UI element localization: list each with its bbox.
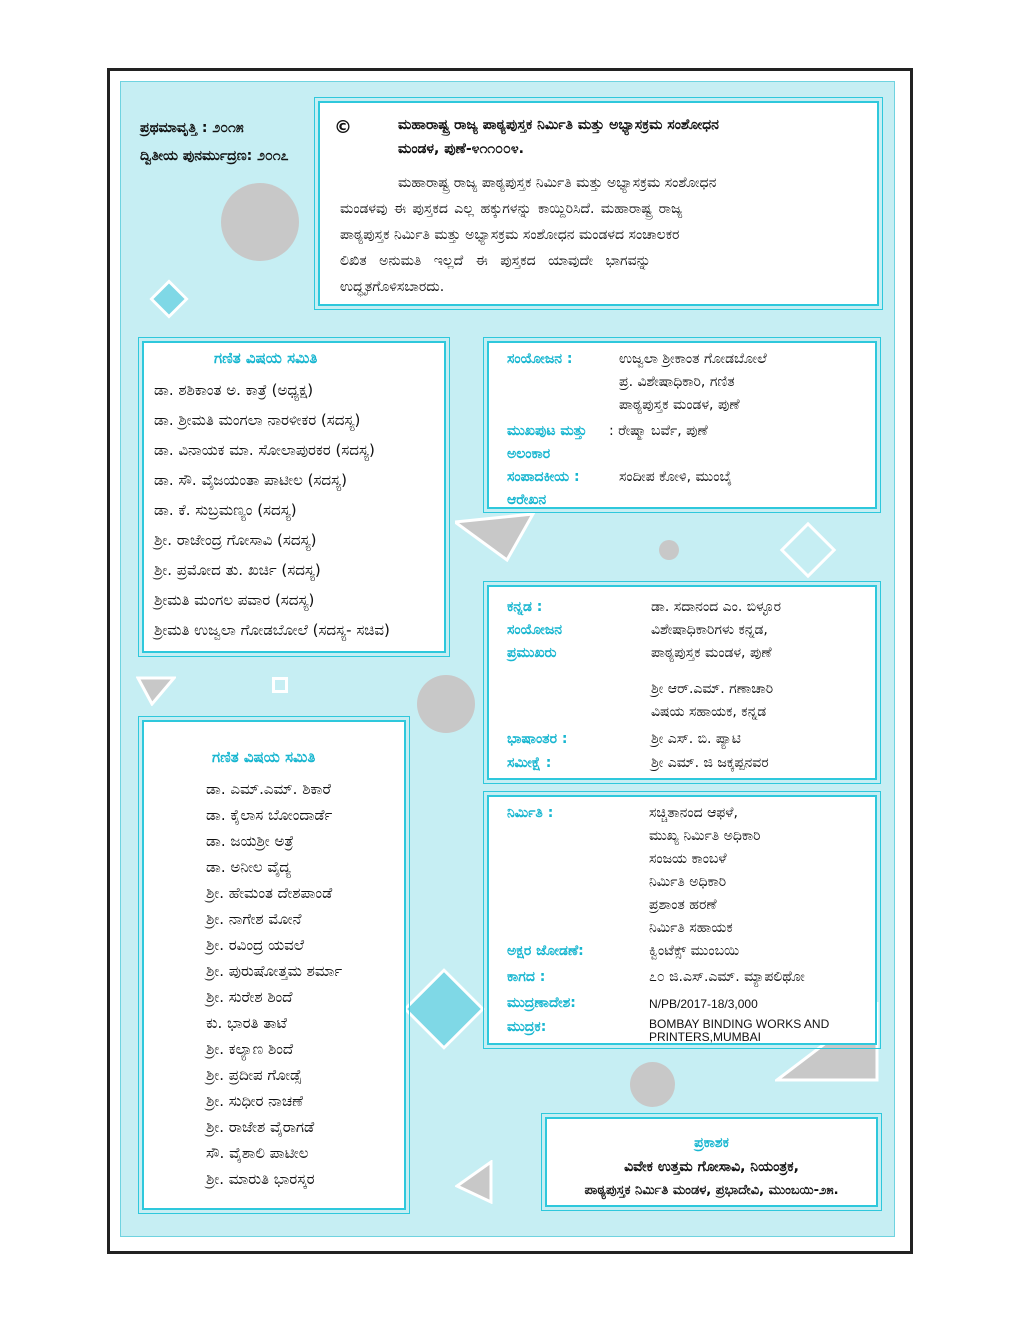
- copyright-body-line5: ಉದ್ಧೃತಗೊಳಿಸಬಾರದು.: [340, 279, 445, 295]
- review-value: ಶ್ರೀ ಎಮ್. ಜಿ ಜಕ್ಕಪ್ಪನವರ: [651, 755, 769, 771]
- decor-triangle-4: [455, 1160, 495, 1204]
- nirmiti-line: ಪ್ರಶಾಂತ ಹರಣೆ: [649, 897, 717, 913]
- decor-circle-4: [630, 1062, 675, 1107]
- committee1-member: ಡಾ. ವಿನಾಯಕ ಮಾ. ಸೋಲಾಪುರಕರ (ಸದಸ್ಯ): [154, 441, 375, 459]
- committee1-member: ಶ್ರೀಮತಿ ಮಂಗಲ ಪವಾರ (ಸದಸ್ಯ): [154, 591, 315, 609]
- committee1-member: ಡಾ. ಶ್ರೀಮತಿ ಮಂಗಲಾ ನಾರಳೀಕರ (ಸದಸ್ಯ): [154, 411, 361, 429]
- review-label: ಸಮೀಕ್ಷೆ :: [507, 755, 552, 771]
- translation-label: ಭಾಷಾಂತರ :: [507, 731, 568, 747]
- cover-label2: ಅಲಂಕಾರ: [507, 446, 551, 462]
- committee2-member: ಶ್ರೀ. ಸುರೇಶ ಶಿಂದೆ: [206, 988, 293, 1006]
- editor-value: ಸಂದೀಪ ಕೋಳಿ, ಮುಂಬೈ: [619, 469, 732, 485]
- production-box: [487, 795, 877, 1045]
- printer-line2: PRINTERS,MUMBAI: [649, 1030, 762, 1044]
- copyright-box: [318, 101, 879, 306]
- committee2-member: ಕು. ಭಾರತಿ ತಾಟೆ: [206, 1014, 287, 1032]
- coordinator-label: ಸಂಯೋಜನ :: [507, 351, 573, 367]
- coordination-box: [487, 341, 877, 509]
- committee2-member: ಸೌ. ವೈಶಾಲಿ ಪಾಟೀಲ: [206, 1144, 309, 1162]
- decor-square-3: [272, 677, 288, 693]
- decor-circle-1: [221, 183, 299, 261]
- decor-triangle-1: [455, 512, 535, 562]
- publisher-label: ಪ್ರಕಾಶಕ: [694, 1135, 729, 1151]
- committee2-member: ಶ್ರೀ. ನಾಗೇಶ ಮೋನೆ: [206, 910, 302, 928]
- copyright-holder-line2: ಮಂಡಳ, ಪುಣೆ-೪೧೧೦೦೪.: [398, 141, 524, 157]
- paper-label: ಕಾಗದ :: [507, 969, 546, 985]
- kannada-assistant-line: ಶ್ರೀ ಆರ್.ಎಮ್. ಗಣಾಚಾರಿ: [651, 681, 774, 697]
- committee2-member: ಶ್ರೀ. ಕಲ್ಯಾಣ ಶಿಂದೆ: [206, 1040, 294, 1058]
- printer-label: ಮುದ್ರಕ:: [507, 1019, 547, 1035]
- paper-value: ೭೦ ಜಿ.ಎಸ್.ಎಮ್. ಮ್ಯಾಪಲಿಥೋ: [649, 969, 805, 985]
- copyright-body-line1: ಮಹಾರಾಷ್ಟ್ರ ರಾಜ್ಯ ಪಾಠ್ಯಪುಸ್ತಕ ನಿರ್ಮಿತಿ ಮತ್ತು ಅಭ್ಯಾಸಕ್ರಮ ಸಂಶೋಧನ: [398, 175, 717, 191]
- decor-circle-2: [417, 675, 475, 733]
- editor-label1: ಸಂಪಾದಕೀಯ :: [507, 469, 580, 485]
- kannada-coord-line: ಡಾ. ಸದಾನಂದ ಎಂ. ಬಿಳ್ಳೂರ: [651, 599, 781, 615]
- second-reprint: ದ್ವಿತೀಯ ಪುನರ್ಮುದ್ರಣ: ೨೦೧೭: [140, 148, 289, 164]
- committee2-member: ಡಾ. ಜಯಶ್ರೀ ಅತ್ರೆ: [206, 832, 294, 850]
- committee1-member: ಡಾ. ಶಶಿಕಾಂತ ಅ. ಕಾತ್ರೆ (ಅಧ್ಯಕ್ಷ): [154, 381, 314, 399]
- committee2-member: ಶ್ರೀ. ಪ್ರದೀಪ ಗೋಡ್ಸೆ: [206, 1066, 302, 1084]
- nirmiti-line: ಮುಖ್ಯ ನಿರ್ಮಿತಿ ಅಧಿಕಾರಿ: [649, 828, 761, 844]
- committee2-member: ಶ್ರೀ. ಪುರುಷೋತ್ತಮ ಶರ್ಮಾ: [206, 962, 343, 980]
- committee1-member: ಶ್ರೀ. ಪ್ರಮೋದ ತು. ಖರ್ಚಿ (ಸದಸ್ಯ): [154, 561, 321, 579]
- kannada-assistant-line: ವಿಷಯ ಸಹಾಯಕ, ಕನ್ನಡ: [651, 704, 767, 720]
- kannada-coord-line: ಪಾಠ್ಯಪುಸ್ತಕ ಮಂಡಳ, ಪುಣೆ: [651, 645, 772, 661]
- first-edition: ಪ್ರಥಮಾವೃತ್ತಿ : ೨೦೧೫: [140, 120, 244, 136]
- coordinator-line: ಪ್ರ. ವಿಶೇಷಾಧಿಕಾರಿ, ಗಣಿತ: [619, 374, 735, 390]
- editor-label2: ಆರೇಖನ: [507, 492, 547, 508]
- committee2-member: ಶ್ರೀ. ಮಾರುತಿ ಭಾರಸ್ಕರ: [206, 1170, 315, 1188]
- committee2-member: ಡಾ. ಕೈಲಾಸ ಬೋಂದಾರ್ಡೆ: [206, 806, 333, 824]
- committee1-box: [142, 341, 446, 653]
- decor-triangle-2: [136, 676, 176, 706]
- typesetting-label: ಅಕ್ಷರ ಜೋಡಣೆ:: [507, 943, 584, 959]
- printer-line1: BOMBAY BINDING WORKS AND: [649, 1017, 830, 1031]
- committee1-member: ಶ್ರೀಮತಿ ಉಜ್ವಲಾ ಗೋಡಬೋಲೆ (ಸದಸ್ಯ- ಸಚಿವ): [154, 621, 390, 639]
- cover-value: : ರೇಷ್ಮಾ ಬರ್ವೆ, ಪುಣೆ: [609, 423, 708, 439]
- committee2-member: ಶ್ರೀ. ಹೇಮಂತ ದೇಶಪಾಂಡೆ: [206, 884, 333, 902]
- coordinator-line: ಉಜ್ವಲಾ ಶ್ರೀಕಾಂತ ಗೋಡಬೋಲೆ: [619, 351, 767, 367]
- print-order-value: N/PB/2017-18/3,000: [649, 997, 758, 1011]
- nirmiti-line: ಸಂಜಯ ಕಾಂಬಳೆ: [649, 851, 727, 867]
- nirmiti-line: ನಿರ್ಮಿತಿ ಅಧಿಕಾರಿ: [649, 874, 727, 890]
- cover-label1: ಮುಖಪುಟ ಮತ್ತು: [507, 423, 587, 439]
- committee2-member: ಶ್ರೀ. ರವಿಂದ್ರ ಯವಲೆ: [206, 936, 305, 954]
- typesetting-value: ಕ್ವಿಂಟೆಕ್ಸ್ ಮುಂಬಯಿ: [649, 943, 740, 959]
- kannada-box: [487, 585, 877, 780]
- copyright-symbol: ©: [334, 117, 352, 138]
- committee2-member: ಡಾ. ಅನೀಲ ವೈದ್ಯ: [206, 858, 291, 876]
- print-order-label: ಮುದ್ರಣಾದೇಶ:: [507, 995, 576, 1011]
- committee2-title: ಗಣಿತ ವಿಷಯ ಸಮಿತಿ: [212, 748, 316, 766]
- publisher-line2: ಪಾಠ್ಯಪುಸ್ತಕ ನಿರ್ಮಿತಿ ಮಂಡಳ, ಪ್ರಭಾದೇವಿ, ಮುಂಬಯಿ-೨೫.: [584, 1183, 839, 1198]
- kannada-label3: ಪ್ರಮುಖರು: [507, 645, 557, 661]
- nirmiti-label: ನಿರ್ಮಿತಿ :: [507, 805, 554, 821]
- decor-circle-3: [659, 540, 679, 560]
- kannada-label2: ಸಂಯೋಜನ: [507, 622, 563, 638]
- publisher-line1: ವಿವೇಕ ಉತ್ತಮ ಗೋಸಾವಿ, ನಿಯಂತ್ರಕ,: [624, 1159, 799, 1175]
- nirmiti-line: ನಿರ್ಮಿತಿ ಸಹಾಯಕ: [649, 920, 733, 936]
- committee2-member: ಡಾ. ಎಮ್.ಎಮ್. ಶಿಕಾರೆ: [206, 780, 332, 798]
- nirmiti-line: ಸಚ್ಚಿತಾನಂದ ಆಫಳೆ,: [649, 805, 738, 821]
- publisher-box: [545, 1117, 878, 1207]
- copyright-body-line3: ಪಾಠ್ಯಪುಸ್ತಕ ನಿರ್ಮಿತಿ ಮತ್ತು ಅಭ್ಯಾಸಕ್ರಮ ಸಂಶೋಧನ ಮಂಡಳದ ಸಂಚಾಲಕರ: [340, 227, 680, 243]
- committee1-title: ಗಣಿತ ವಿಷಯ ಸಮಿತಿ: [214, 349, 318, 367]
- kannada-label1: ಕನ್ನಡ :: [507, 599, 543, 615]
- translation-value: ಶ್ರೀ ಎಸ್. ಬಿ. ಪ್ಯಾಟಿ: [651, 731, 741, 747]
- copyright-holder-line1: ಮಹಾರಾಷ್ಟ್ರ ರಾಜ್ಯ ಪಾಠ್ಯಪುಸ್ತಕ ನಿರ್ಮಿತಿ ಮತ್ತು ಅಭ್ಯಾಸಕ್ರಮ ಸಂಶೋಧನ: [398, 117, 719, 133]
- committee2-member: ಶ್ರೀ. ಸುಧೀರ ನಾಚಣೆ: [206, 1092, 303, 1110]
- committee1-member: ಶ್ರೀ. ರಾಜೇಂದ್ರ ಗೋಸಾವಿ (ಸದಸ್ಯ): [154, 531, 317, 549]
- kannada-coord-line: ವಿಶೇಷಾಧಿಕಾರಿಗಳು ಕನ್ನಡ,: [651, 622, 768, 638]
- copyright-body-line2: ಮಂಡಳವು ಈ ಪುಸ್ತಕದ ಎಲ್ಲ ಹಕ್ಕುಗಳನ್ನು ಕಾಯ್ದಿರಿಸಿದೆ. ಮಹಾರಾಷ್ಟ್ರ ರಾಜ್ಯ: [340, 201, 683, 217]
- committee2-member: ಶ್ರೀ. ರಾಜೇಶ ವೈರಾಗಡೆ: [206, 1118, 315, 1136]
- copyright-body-line4: ಲಿಖಿತ ಅನುಮತಿ ಇಲ್ಲದೆ ಈ ಪುಸ್ತಕದ ಯಾವುದೇ ಭಾಗವನ್ನು: [340, 253, 651, 269]
- coordinator-line: ಪಾಠ್ಯಪುಸ್ತಕ ಮಂಡಳ, ಪುಣೆ: [619, 397, 740, 413]
- committee2-box: [142, 720, 406, 1210]
- committee1-member: ಡಾ. ಕೆ. ಸುಬ್ರಮಣ್ಯಂ (ಸದಸ್ಯ): [154, 501, 297, 519]
- committee1-member: ಡಾ. ಸೌ. ವೈಜಯಂತಾ ಪಾಟೀಲ (ಸದಸ್ಯ): [154, 471, 347, 489]
